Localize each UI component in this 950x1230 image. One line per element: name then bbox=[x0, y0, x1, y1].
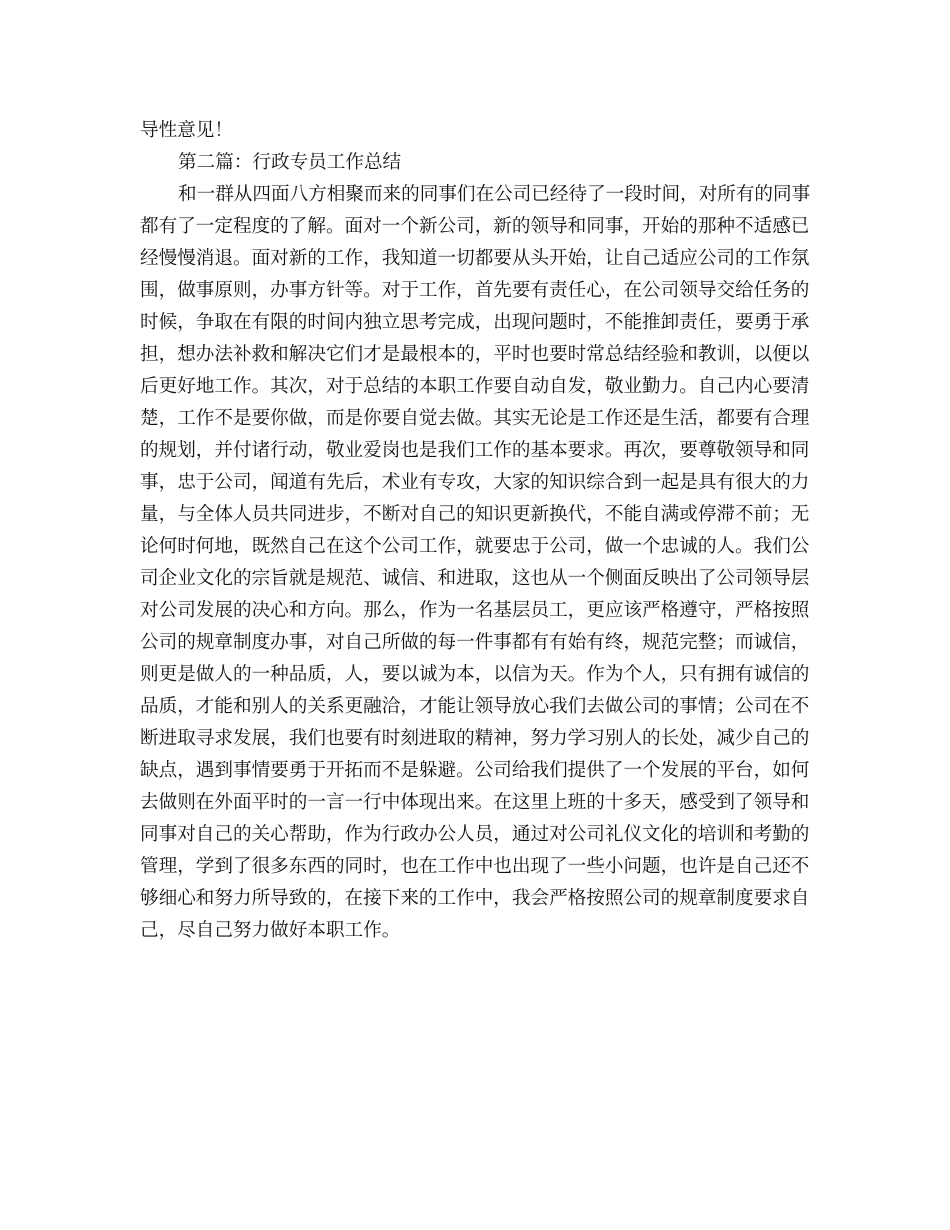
text-line: 己，尽自己努力做好本职工作。 bbox=[140, 920, 401, 941]
text-line: 经慢慢消退。面对新的工作，我知道一切都要从头开始，让自己适应公司的工作氛 bbox=[140, 248, 810, 269]
text-line: 都有了一定程度的了解。面对一个新公司，新的领导和同事，开始的那种不适感已 bbox=[140, 216, 810, 237]
text-line: 导性意见！ bbox=[140, 120, 233, 141]
text-line: 对公司发展的决心和方向。那么，作为一名基层员工，更应该严格遵守，严格按照 bbox=[140, 600, 810, 621]
text-line: 同事对自己的关心帮助，作为行政办公人员，通过对公司礼仪文化的培训和考勤的 bbox=[140, 824, 810, 845]
text-line: 则更是做人的一种品质，人，要以诚为本，以信为天。作为个人，只有拥有诚信的 bbox=[140, 664, 810, 685]
text-line: 量，与全体人员共同进步，不断对自己的知识更新换代，不能自满或停滞不前；无 bbox=[140, 504, 810, 525]
text-line: 去做则在外面平时的一言一行中体现出来。在这里上班的十多天，感受到了领导和 bbox=[140, 792, 810, 813]
text-line: 公司的规章制度办事，对自己所做的每一件事都有有始有终，规范完整；而诚信， bbox=[140, 632, 810, 653]
text-line: 担，想办法补救和解决它们才是最根本的，平时也要时常总结经验和教训，以便以 bbox=[140, 344, 810, 365]
text-line: 断进取寻求发展，我们也要有时刻进取的精神，努力学习别人的长处，减少自己的 bbox=[140, 728, 810, 749]
text-line: 管理，学到了很多东西的同时，也在工作中也出现了一些小问题，也许是自己还不 bbox=[140, 856, 810, 877]
text-line: 和一群从四面八方相聚而来的同事们在公司已经待了一段时间，对所有的同事 bbox=[178, 184, 811, 205]
text-line: 围，做事原则，办事方针等。对于工作，首先要有责任心，在公司领导交给任务的 bbox=[140, 280, 810, 301]
document-body bbox=[140, 115, 815, 947]
text-line: 时候，争取在有限的时间内独立思考完成，出现问题时，不能推卸责任，要勇于承 bbox=[140, 312, 810, 333]
text-line: 论何时何地，既然自己在这个公司工作，就要忠于公司，做一个忠诚的人。我们公 bbox=[140, 536, 810, 557]
text-line: 的规划，并付诸行动，敬业爱岗也是我们工作的基本要求。再次，要尊敬领导和同 bbox=[140, 440, 810, 461]
text-line: 品质，才能和别人的关系更融洽，才能让领导放心我们去做公司的事情；公司在不 bbox=[140, 696, 810, 717]
text-line: 缺点，遇到事情要勇于开拓而不是躲避。公司给我们提供了一个发展的平台，如何 bbox=[140, 760, 810, 781]
text-line: 够细心和努力所导致的，在接下来的工作中，我会严格按照公司的规章制度要求自 bbox=[140, 888, 810, 909]
text-line: 楚，工作不是要你做，而是你要自觉去做。其实无论是工作还是生活，都要有合理 bbox=[140, 408, 810, 429]
section-heading: 第二篇：行政专员工作总结 bbox=[178, 152, 402, 173]
text-line: 事，忠于公司，闻道有先后，术业有专攻，大家的知识综合到一起是具有很大的力 bbox=[140, 472, 810, 493]
text-line: 司企业文化的宗旨就是规范、诚信、和进取，这也从一个侧面反映出了公司领导层 bbox=[140, 568, 810, 589]
text-line: 后更好地工作。其次，对于总结的本职工作要自动自发，敬业勤力。自己内心要清 bbox=[140, 376, 810, 397]
